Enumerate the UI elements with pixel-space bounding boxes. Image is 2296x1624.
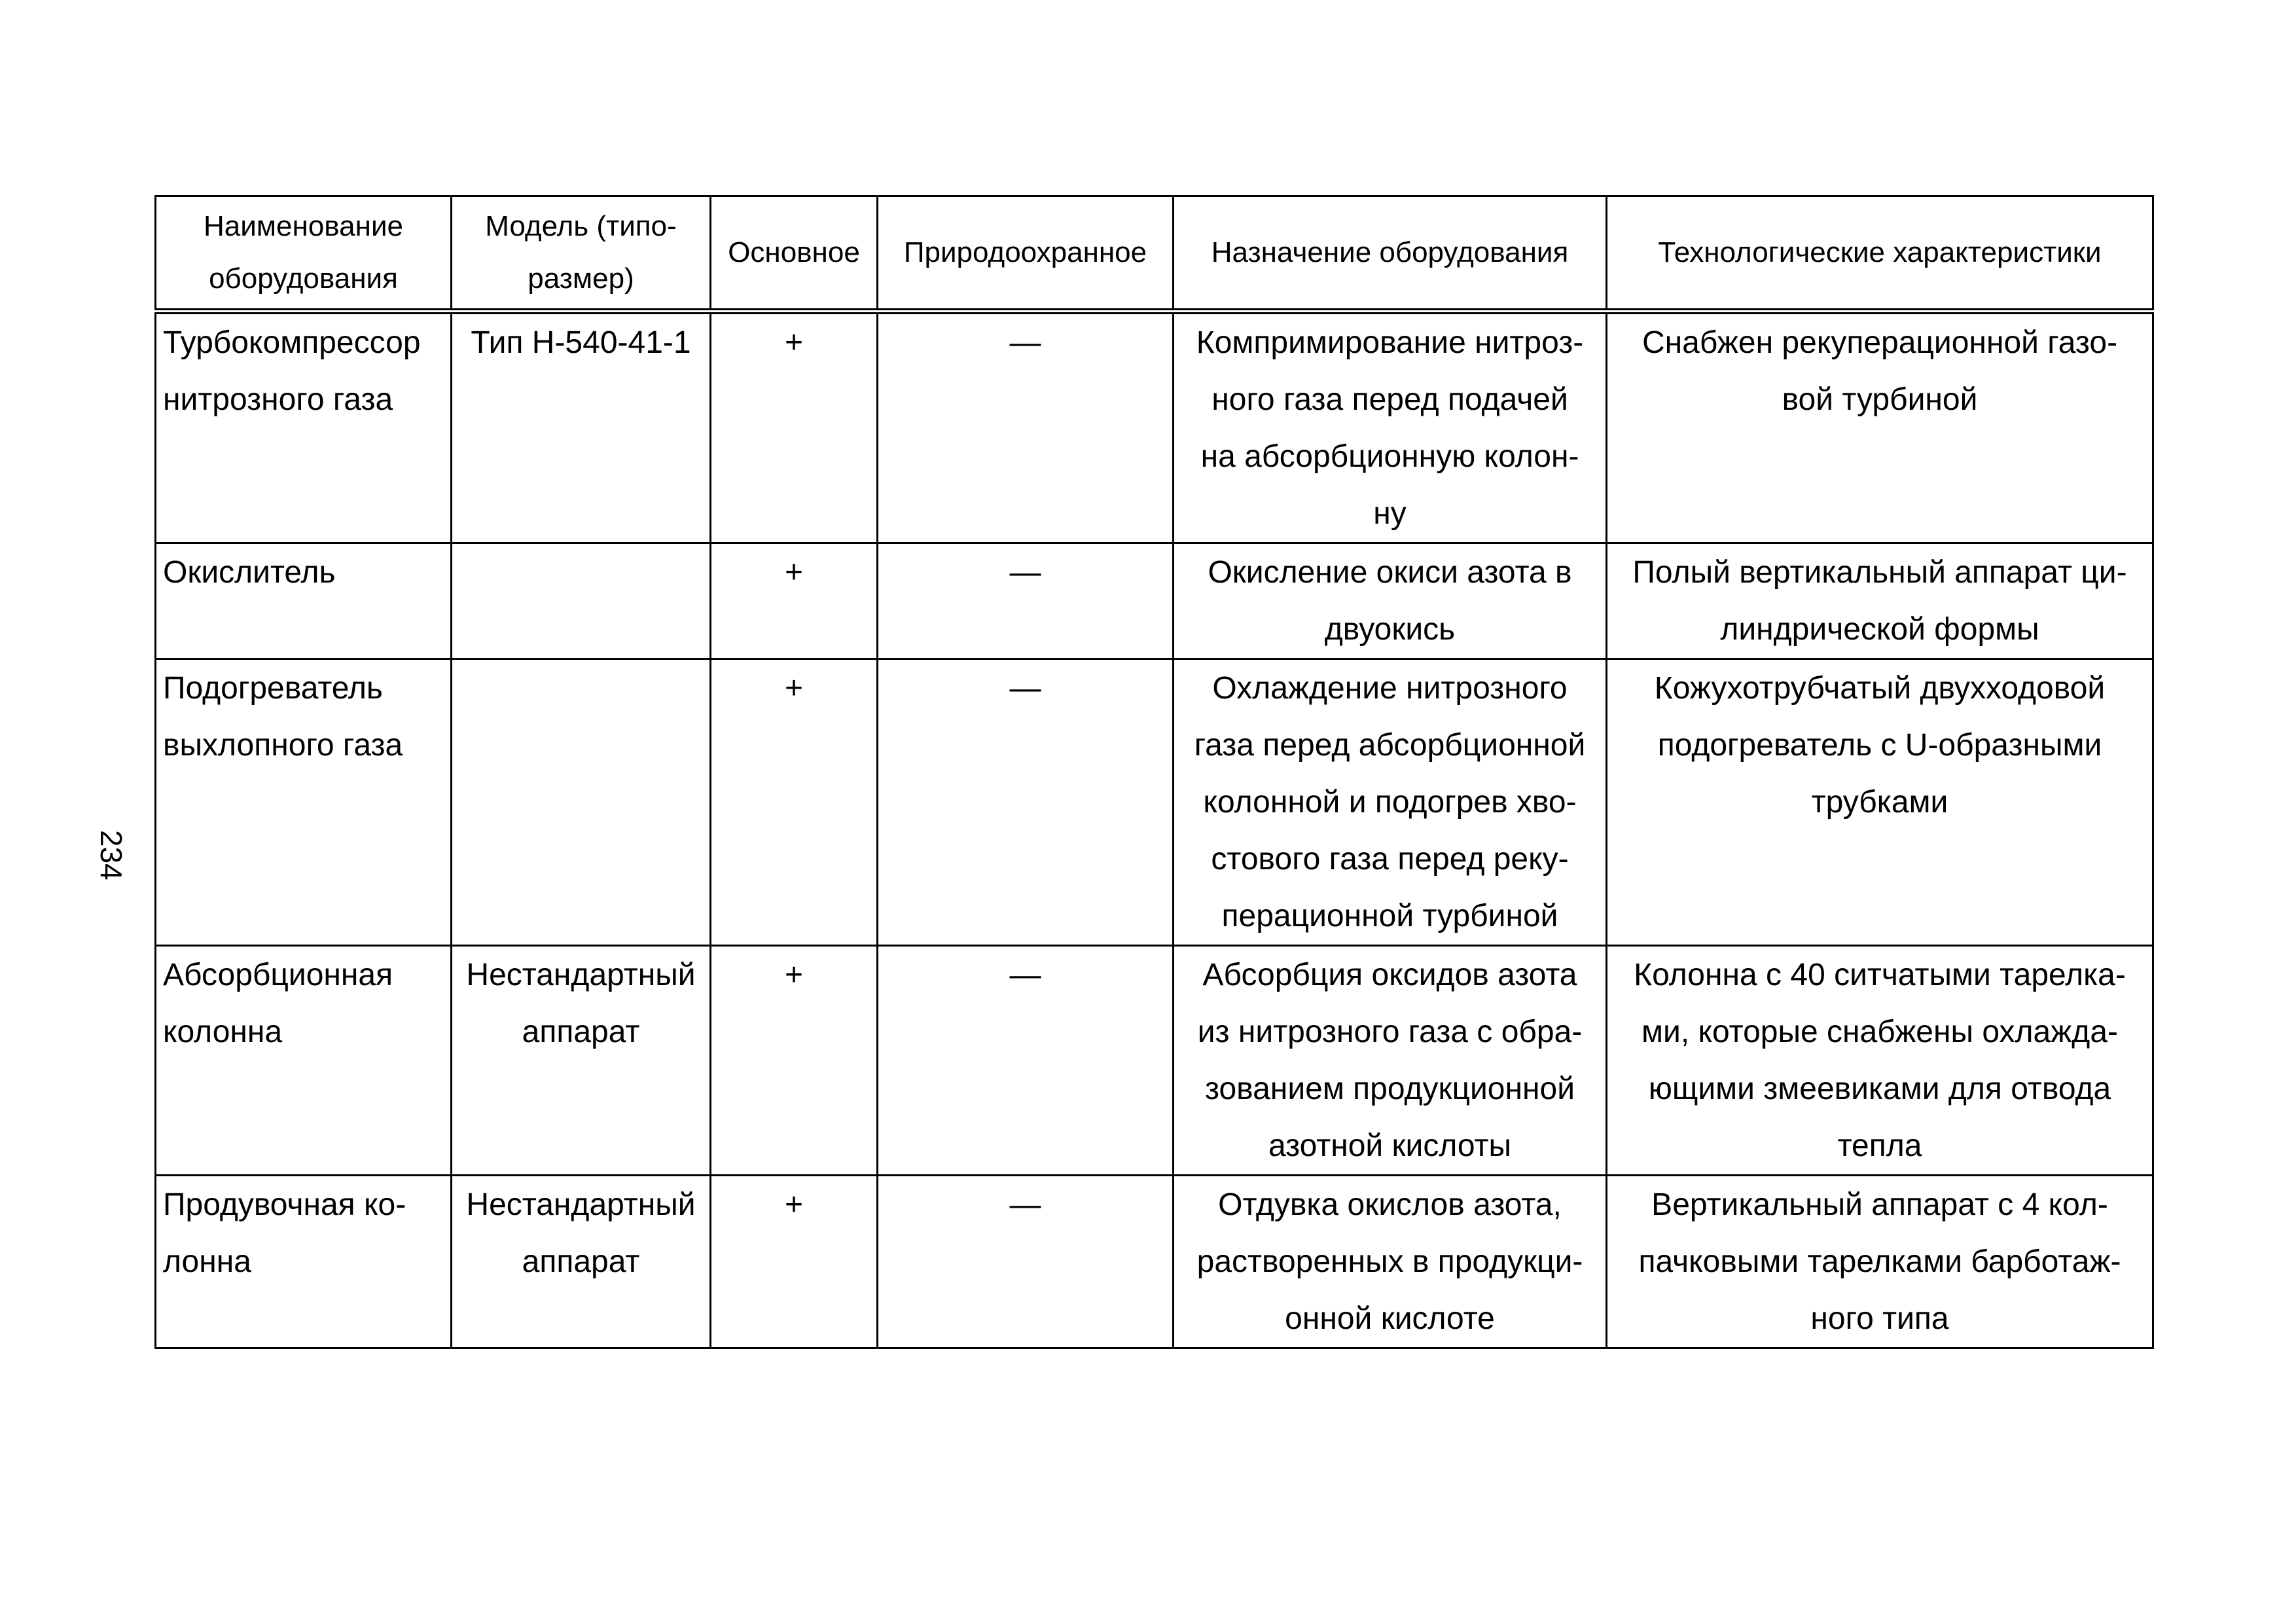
cell-model (452, 659, 711, 946)
header-row (156, 196, 2153, 312)
cell-equipment-name: Окислитель (156, 543, 452, 659)
cell-environmental: — (878, 543, 1174, 659)
header-specs: Технологические характеристики (1607, 196, 2153, 312)
cell-specs: Полый вертикальный аппарат ци- линдрической формы (1607, 543, 2153, 659)
table-body (156, 312, 2153, 1348)
cell-main: + (711, 659, 878, 946)
header-model: Модель (типо- размер) (452, 196, 711, 312)
cell-equipment-name: Абсорбционная колонна (156, 946, 452, 1176)
page-number: 234 (94, 830, 128, 880)
cell-specs: Кожухотрубчатый двухходовой подогреватель с U-образными трубками (1607, 659, 2153, 946)
header-environmental: Природоохранное (878, 196, 1174, 312)
header-main: Основное (711, 196, 878, 312)
table-row (156, 543, 2153, 659)
cell-environmental: — (878, 946, 1174, 1176)
cell-model (452, 543, 711, 659)
cell-model: Тип Н-540-41-1 (452, 312, 711, 543)
table-row (156, 946, 2153, 1176)
cell-purpose: Охлаждение нитрозного газа перед абсорбционной колонной и подогрев хво- стового газа перед реку- перационной турбиной (1174, 659, 1607, 946)
cell-purpose: Отдувка окислов азота, растворенных в продукци- онной кислоте (1174, 1176, 1607, 1348)
cell-specs: Снабжен рекуперационной газо- вой турбиной (1607, 312, 2153, 543)
cell-specs: Колонна с 40 ситчатыми тарелка- ми, которые снабжены охлажда- ющими змеевиками для отвода тепла (1607, 946, 2153, 1176)
cell-main: + (711, 543, 878, 659)
table-header (156, 196, 2153, 312)
cell-main: + (711, 1176, 878, 1348)
cell-equipment-name: Продувочная ко- лонна (156, 1176, 452, 1348)
table-row (156, 1176, 2153, 1348)
cell-main: + (711, 312, 878, 543)
table-row (156, 659, 2153, 946)
header-equipment-name: Наименование оборудования (156, 196, 452, 312)
cell-purpose: Окисление окиси азота в двуокись (1174, 543, 1607, 659)
cell-model: Нестандартный аппарат (452, 1176, 711, 1348)
cell-equipment-name: Турбокомпрессор нитрозного газа (156, 312, 452, 543)
cell-purpose: Абсорбция оксидов азота из нитрозного газа с обра- зованием продукционной азотной кислоты (1174, 946, 1607, 1176)
header-purpose: Назначение оборудования (1174, 196, 1607, 312)
cell-main: + (711, 946, 878, 1176)
cell-equipment-name: Подогреватель выхлопного газа (156, 659, 452, 946)
cell-specs: Вертикальный аппарат с 4 кол- пачковыми тарелками барботаж- ного типа (1607, 1176, 2153, 1348)
cell-environmental: — (878, 659, 1174, 946)
cell-model: Нестандартный аппарат (452, 946, 711, 1176)
cell-environmental: — (878, 1176, 1174, 1348)
cell-purpose: Компримирование нитроз- ного газа перед подачей на абсорбционную колон- ну (1174, 312, 1607, 543)
table-row (156, 312, 2153, 543)
cell-environmental: — (878, 312, 1174, 543)
equipment-table (154, 195, 2154, 1349)
